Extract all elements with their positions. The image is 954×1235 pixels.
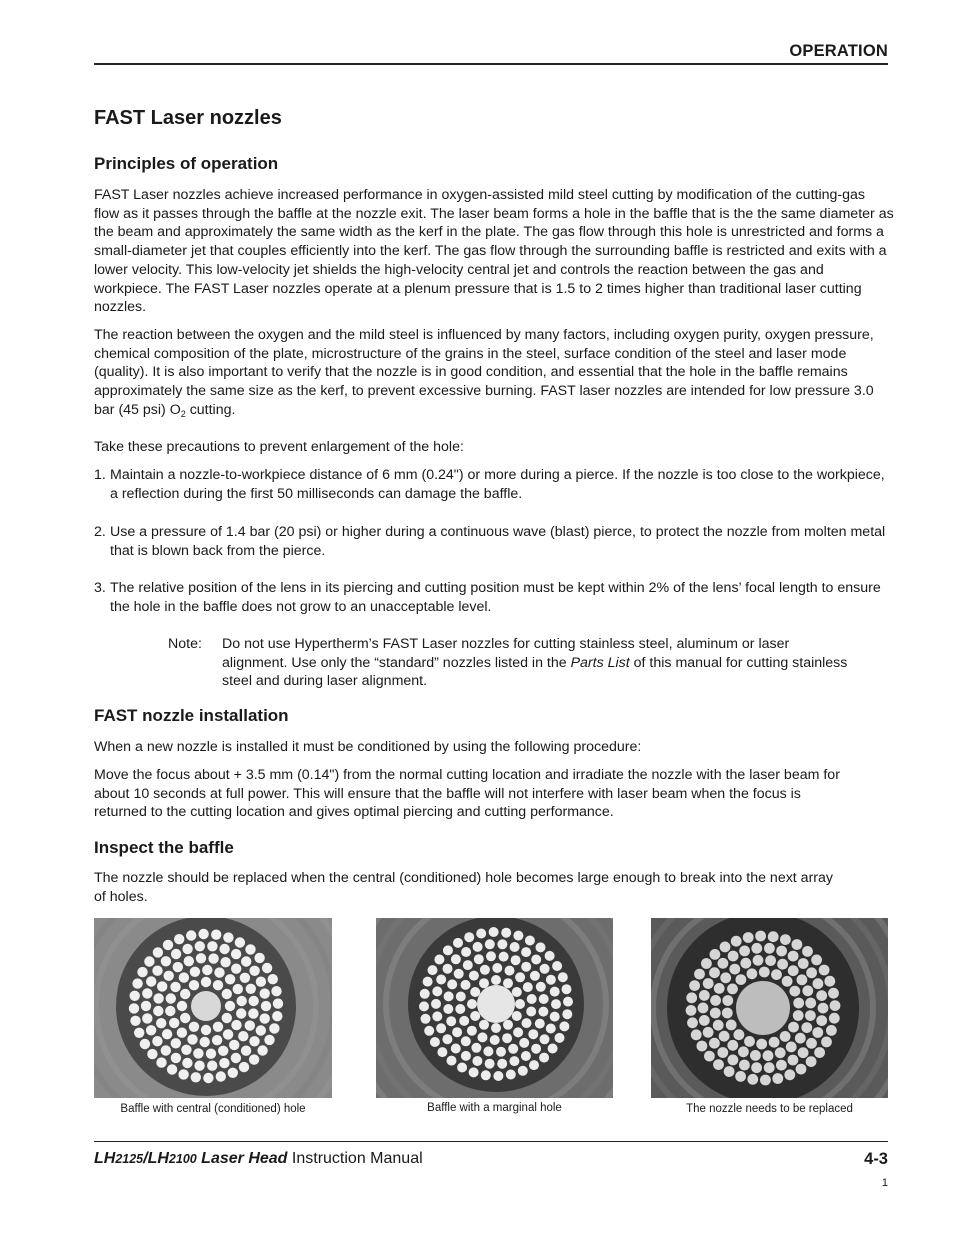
page-title: FAST Laser nozzles <box>94 107 282 129</box>
note <box>168 635 848 691</box>
heading-principles: Principles of operation <box>94 154 279 173</box>
heading-inspect: Inspect the baffle <box>94 838 234 857</box>
installation-paragraph-1: When a new nozzle is installed it must be conditioned by using the following procedure: <box>94 739 642 755</box>
item-number: 2. <box>94 524 106 540</box>
footer-rule <box>94 1141 888 1142</box>
baffle-photo-replace <box>651 918 888 1098</box>
section-label: OPERATION <box>789 42 888 60</box>
footer-manual-title <box>94 1150 423 1168</box>
item-text: The relative position of the lens in its piercing and cutting position must be kept within 2% of the lens’ focal length to ensure the hole in the baffle does not grow to an unacceptable level. <box>110 580 881 615</box>
model-name: LH2125/LH2100 Laser Head <box>94 1150 288 1167</box>
photo-caption: Baffle with central (conditioned) hole <box>120 1103 306 1115</box>
item-number: 3. <box>94 580 106 596</box>
item-text: Use a pressure of 1.4 bar (20 psi) or higher during a continuous wave (blast) pierce, to protect the nozzle from molten metal that is blown back from the pierce. <box>110 524 886 559</box>
item-text: Maintain a nozzle-to-workpiece distance of 6 mm (0.24") or more during a pierce. If the nozzle is too close to the workpiece, a reflection during the first 50 milliseconds can damage the baffle. <box>110 467 885 502</box>
photo-caption: The nozzle needs to be replaced <box>686 1103 853 1115</box>
precaution-item <box>94 466 894 503</box>
precaution-item <box>94 523 894 560</box>
manual-label: Instruction Manual <box>291 1150 423 1167</box>
parts-list-reference: Parts List <box>570 654 630 671</box>
precautions-intro: Take these precautions to prevent enlargement of the hole: <box>94 439 464 455</box>
principles-paragraph-1: FAST Laser nozzles achieve increased performance in oxygen-assisted mild steel cutting by modification of the cutting-gas flow as it passes through the baffle at the nozzle exit. The laser beam forms a hole in the baffle that is the the same diameter as the beam and approximately the same width as the kerf in the plate. The gas flow through this hole is unrestricted and forms a small-diameter jet that couples efficiently into the kerf. The gas flow through the surrounding baffle is restricted and exits with a lower velocity. This low-velocity jet shields the high-velocity central jet and controls the reaction between the gas and workpiece. The FAST Laser nozzles operate at a plenum pressure that is 1.5 to 2 times higher than traditional laser cutting nozzles. <box>94 187 894 316</box>
photo-caption: Baffle with a marginal hole <box>427 1102 562 1114</box>
note-text: Do not use Hypertherm’s FAST Laser nozzles for cutting stainless steel, aluminum or laser alignment. Use only the “standard” nozzles listed in the Parts List of this manual for cutting stainless steel and during laser alignment. <box>222 636 848 690</box>
item-number: 1. <box>94 467 106 483</box>
inspect-paragraph: The nozzle should be replaced when the central (conditioned) hole becomes large enough to break into the next array of holes. <box>94 870 834 905</box>
footer-page-ref: 4-3 <box>864 1150 888 1168</box>
installation-paragraph-2: Move the focus about + 3.5 mm (0.14") from the normal cutting location and irradiate the nozzle with the laser beam for about 10 seconds at full power. This will ensure that the baffle will not interfere with laser beam when the focus is returned to the cutting location and gives optimal piercing and cutting performance. <box>94 767 840 821</box>
heading-installation: FAST nozzle installation <box>94 706 289 725</box>
baffle-photo-marginal <box>376 918 613 1098</box>
principles-paragraph-2: The reaction between the oxygen and the mild steel is influenced by many factors, including oxygen purity, oxygen pressure, chemical composition of the plate, microstructure of the grains in the steel, surface condition of the steel and laser mode (quality). It is also important to verify that the nozzle is in good condition, and essential that the hole in the baffle remains approximately the same size as the kerf, to prevent excessive burning. FAST laser nozzles are intended for low pressure 3.0 bar (45 psi) $O_2$ cutting. <box>94 327 874 419</box>
note-label: Note: <box>168 636 202 652</box>
precaution-item <box>94 579 894 616</box>
baffle-photo-conditioned <box>94 918 332 1098</box>
header-rule <box>94 63 888 65</box>
page-number: 1 <box>881 1177 888 1189</box>
